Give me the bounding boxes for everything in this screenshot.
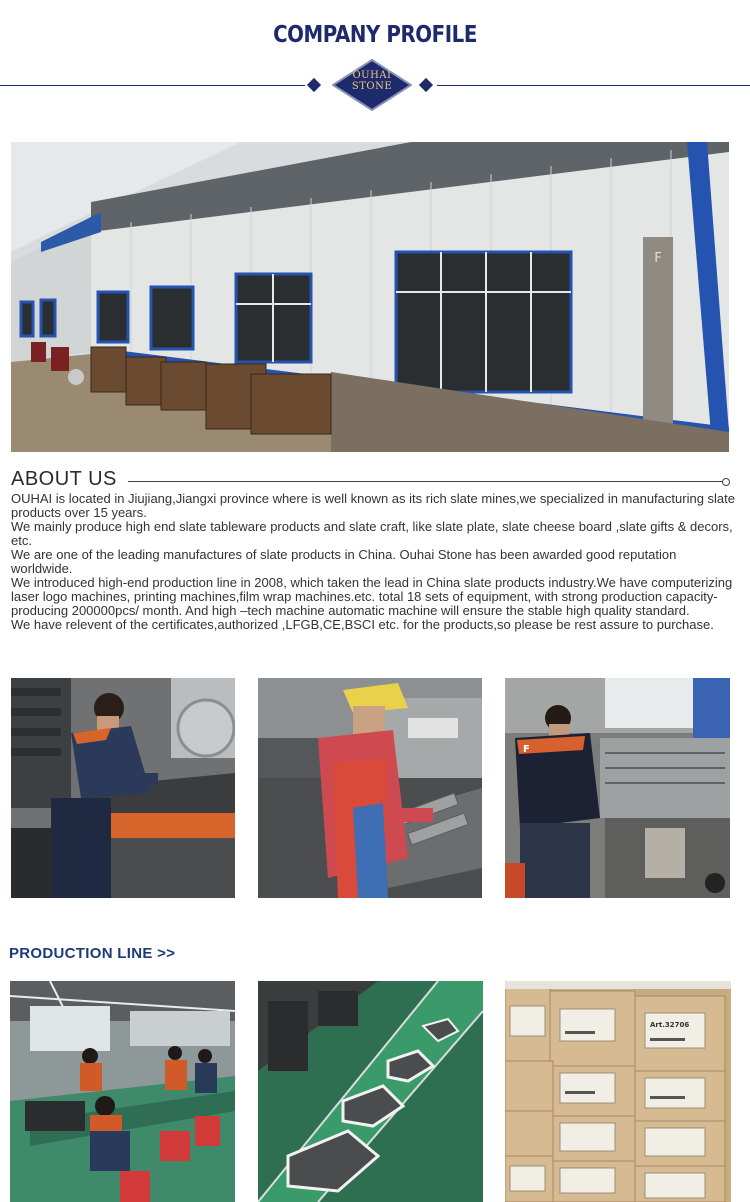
worker-cutting-photo (11, 678, 235, 898)
about-paragraph: OUHAI is located in Jiujiang,Jiangxi province where is well known as its rich slate mines,we specialized in manufacturing slate products over 15 years. (11, 491, 735, 520)
divider-diamond-left (307, 78, 321, 92)
packed-boxes-photo (505, 981, 731, 1202)
factory-building-photo (11, 142, 729, 452)
about-paragraph: We have relevent of the certificates,authorized ,LFGB,CE,BSCI etc. for the products,so please be rest assure to purchase. (11, 617, 714, 632)
production-line-heading: PRODUCTION LINE >> (9, 945, 176, 962)
worker-laser-photo (505, 678, 730, 898)
production-workshop-photo (10, 981, 235, 1202)
about-divider (128, 481, 723, 482)
jacket-logo: F (523, 744, 530, 755)
page-title: COMPANY PROFILE (273, 22, 477, 48)
conveyor-slate-photo (258, 981, 483, 1202)
about-paragraph: We mainly produce high end slate tableware products and slate craft, like slate plate, slate cheese board ,slate gifts & decors, etc. (11, 519, 733, 548)
about-text (11, 492, 739, 632)
header-divider-right (437, 85, 750, 86)
worker-grinding-photo (258, 678, 482, 898)
divider-diamond-right (419, 78, 433, 92)
logo-line-2: STONE (351, 81, 393, 92)
about-paragraph: We are one of the leading manufactures of slate products in China. Ouhai Stone has been awarded good reputation worldwide. (11, 547, 677, 576)
logo-line-1: OUHAI (352, 70, 392, 81)
about-heading: ABOUT US (11, 468, 117, 490)
logo-text (332, 70, 412, 92)
factory-sign-logo: F (654, 251, 662, 266)
about-paragraph: We introduced high-end production line in 2008, which taken the lead in China slate products industry.We have computerizing laser logo machines, printing machines,film wrap machines.etc. total 18 sets of equipment, with strong production capacity- producing 200000pcs/ month. And high –tech machine automatic machine will ensure the stable high quality standard. (11, 575, 733, 618)
about-divider-dot (722, 478, 730, 486)
box-label: Art.32706 (650, 1021, 690, 1029)
header-divider-left (0, 85, 305, 86)
